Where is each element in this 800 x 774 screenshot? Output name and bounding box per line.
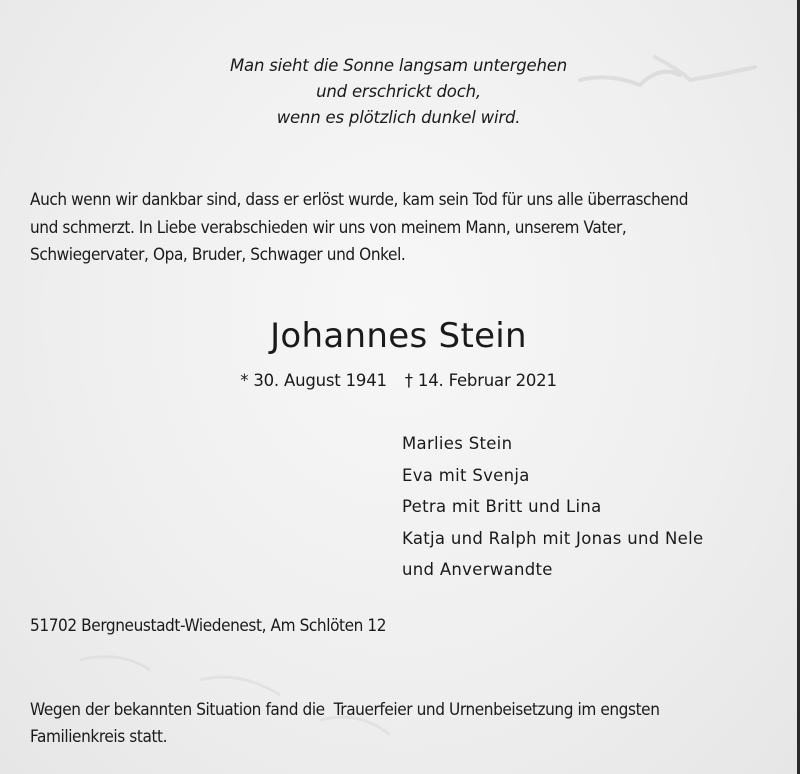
- deceased-name: Johannes Stein: [270, 316, 527, 356]
- life-dates: [0, 371, 797, 390]
- intro-line: und schmerzt. In Liebe verabschieden wir uns von meinem Mann, unserem Vater,: [30, 217, 627, 237]
- poem-line: wenn es plötzlich dunkel wird.: [276, 108, 521, 127]
- intro-line: Schwiegervater, Opa, Bruder, Schwager und Onkel.: [30, 245, 406, 264]
- footer-line: Wegen der bekannten Situation fand die Trauerfeier und Urnenbeisetzung im engsten: [30, 700, 660, 719]
- mourner: Petra mit Britt und Lina: [402, 497, 602, 516]
- poem-line: Man sieht die Sonne langsam untergehen: [230, 56, 567, 75]
- mourner: Marlies Stein: [402, 434, 513, 453]
- intro-text: [30, 186, 737, 269]
- poem: [0, 53, 797, 131]
- birth-date: * 30. August 1941: [240, 371, 387, 390]
- footer-line: Familienkreis statt.: [30, 727, 168, 746]
- intro-line: Auch wenn wir dankbar sind, dass er erlöst wurde, kam sein Tod für uns alle überraschend: [30, 190, 689, 209]
- mourner: Katja und Ralph mit Jonas und Nele: [402, 528, 704, 548]
- mourner: Eva mit Svenja: [402, 465, 530, 485]
- address: 51702 Bergneustadt-Wiedenest, Am Schlöten 12: [30, 616, 387, 635]
- mourner: und Anverwandte: [402, 560, 553, 579]
- poem-line: und erschrickt doch,: [316, 82, 481, 101]
- death-date: † 14. Februar 2021: [404, 371, 557, 390]
- mourners-list: [402, 428, 703, 586]
- footer-note: [30, 696, 737, 750]
